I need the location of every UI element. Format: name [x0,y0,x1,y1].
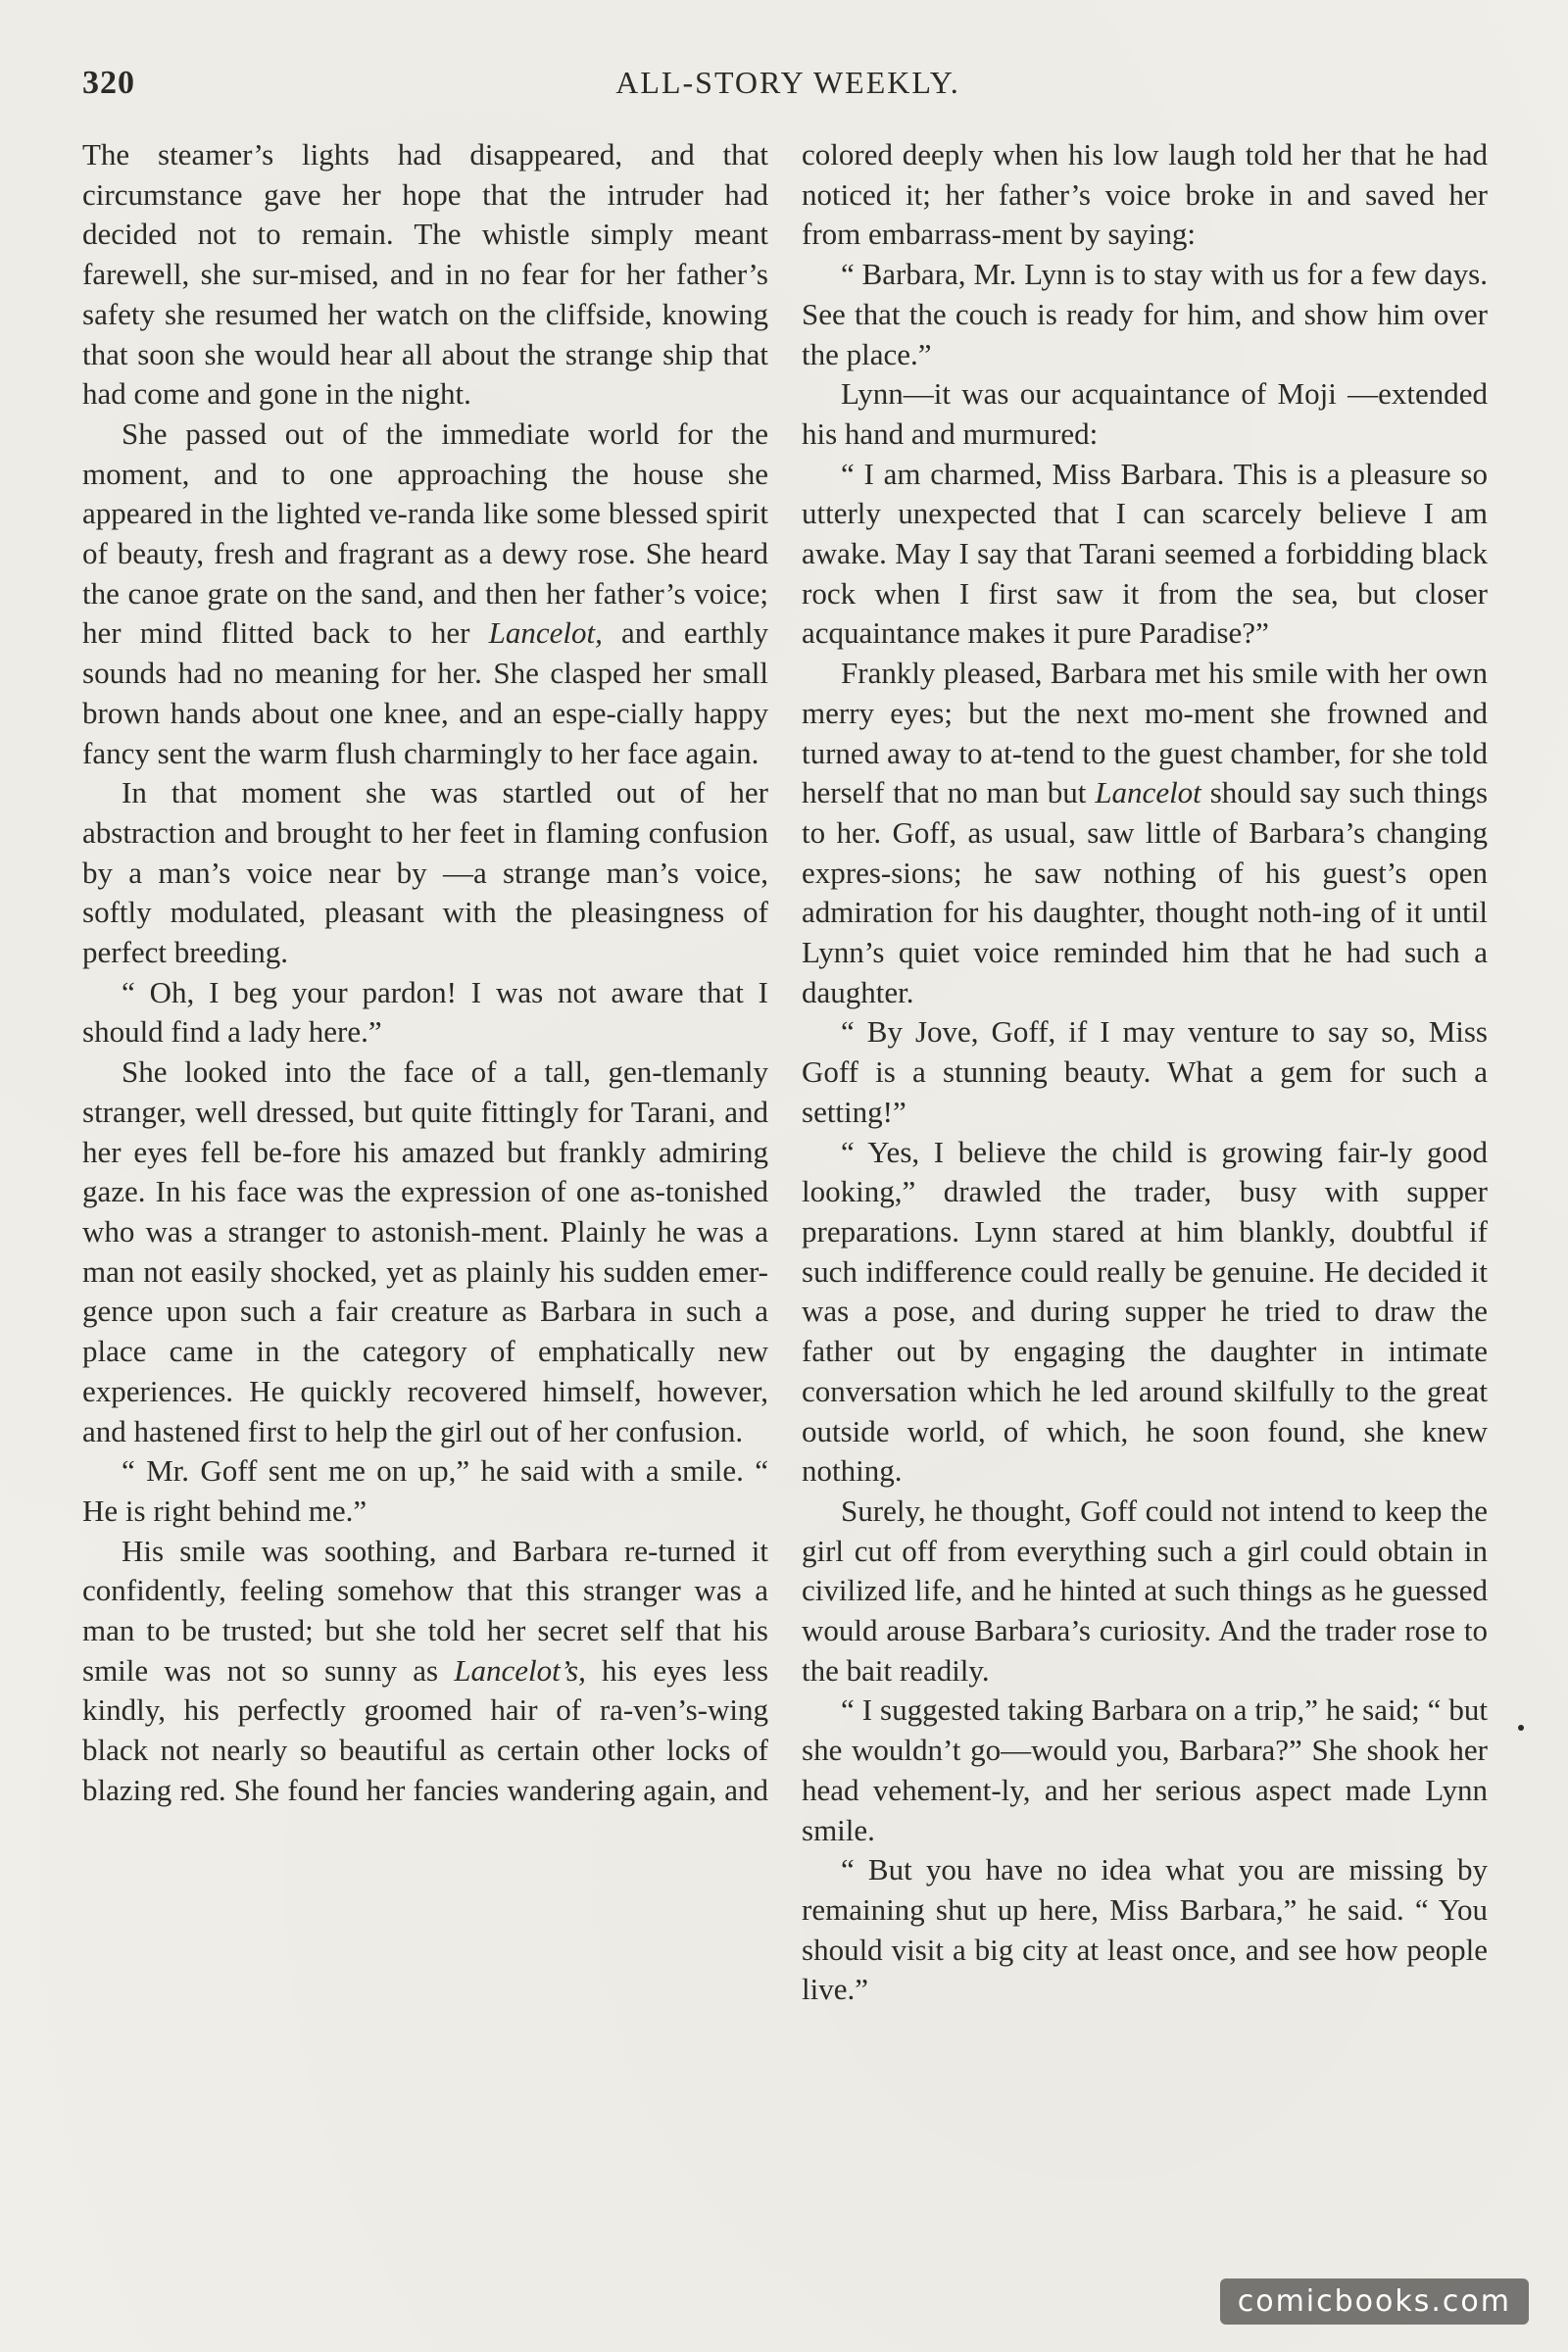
paragraph: “ Oh, I beg your pardon! I was not aware that I should find a lady here.” [82,974,768,1050]
paragraph: “ Yes, I believe the child is growing fair-ly good looking,” drawled the trader, busy with supper preparations. Lynn stared at him blankly, doubtful if such indifference could really be genuine. He decided it was a pose, and during supper he tried to draw the father out by engaging the daughter in intimate conversation which he led around skilfully to the great outside world, of which, he soon found, she knew nothing. [802,1134,1488,1489]
italic-name: Lancelot [1095,775,1201,810]
left-column [82,135,768,1811]
paragraph: In that moment she was startled out of her abstraction and brought to her feet in flaming confusion by a man’s voice near by —a strange man’s voice, softly modulated, pleasant with the pleasingness of perfect breeding. [82,775,768,970]
paragraph: “ I am charmed, Miss Barbara. This is a pleasure so utterly unexpected that I can scarcely believe I am awake. May I say that Tarani seemed a forbidding black rock when I first saw it from the sea, but closer acquaintance makes it pure Paradise?” [802,456,1488,651]
page-header [82,65,1494,114]
paragraph: “ Mr. Goff sent me on up,” he said with a smile. “ He is right behind me.” [82,1453,768,1528]
paragraph: The steamer’s lights had disappeared, and that circumstance gave her hope that the intruder had decided not to remain. The whistle simply meant farewell, she sur-mised, and in no fear for her father’s safety she resumed her watch on the cliffside, knowing that soon she would hear all about the strange ship that had come and gone in the night. [82,137,768,412]
italic-name: Lancelot, [488,615,603,651]
paragraph: “ By Jove, Goff, if I may venture to say so, Miss Goff is a stunning beauty. What a gem for such a setting!” [802,1014,1488,1129]
paragraph: “ Barbara, Mr. Lynn is to stay with us for a few days. See that the couch is ready for him, and show him over the place.” [802,257,1488,371]
running-title: ALL-STORY WEEKLY. [615,65,960,100]
margin-dot [1518,1725,1524,1731]
paragraph: Frankly pleased, Barbara met his smile with her own merry eyes; but the next mo-ment she frowned and turned away to at-tend to the guest chamber, for she told herself that no man but Lancelot should say such things to her. Goff, as usual, saw little of Barbara’s changing expres-sions; he saw nothing of his guest’s open admiration for his daughter, thought noth-ing of it until Lynn’s quiet voice reminded him that he had such a daughter. [802,656,1489,1009]
paragraph: She looked into the face of a tall, gen-tlemanly stranger, well dressed, but quite fittingly for Tarani, and her eyes fell be-fore his amazed but frankly admiring gaze. In his face was the expression of one as-tonished who was a stranger to astonish-ment. Plainly he was a man not easily shocked, yet as plainly his sudden emer-gence upon such a fair creature as Barbara in such a place came in the category of emphatically new experiences. He quickly recovered himself, however, and hastened first to help the girl out of her confusion. [82,1054,768,1448]
paragraph: His smile was soothing, and Barbara re-turned it confidently, feeling somehow that this stranger was a man to be trusted; but she told her secret self that his smile was not so sunny as Lancelot’s, his eyes less kindly, his perfectly groomed hair of ra-ven’s-wing black not nearly so beautiful as certain other locks of blazing red. She found her fancies wandering again, and [82,1533,769,1807]
paragraph: Surely, he thought, Goff could not intend to keep the girl cut off from everything such a girl could obtain in civilized life, and he hinted at such things as he guessed would arouse Barbara’s curiosity. And the trader rose to the bait readily. [802,1493,1488,1688]
paragraph: colored deeply when his low laugh told her that he had noticed it; her father’s voice broke in and saved her from embarrass-ment by saying: [802,137,1488,252]
right-column [802,135,1488,2010]
watermark-logo: comicbooks.com [1220,2278,1529,2325]
paragraph: Lynn—it was our acquaintance of Moji —extended his hand and murmured: [802,376,1488,451]
paragraph: She passed out of the immediate world for the moment, and to one approaching the house she appeared in the lighted ve-randa like some blessed spirit of beauty, fresh and fragrant as a dewy rose. She heard the canoe grate on the sand, and then her father’s voice; her mind flitted back to her Lancelot, and earthly sounds had no meaning for her. She clasped her small brown hands about one knee, and an espe-cially happy fancy sent the warm flush charmingly to her face again. [82,416,768,770]
paragraph: “ But you have no idea what you are missing by remaining shut up here, Miss Barbara,” he said. “ You should visit a big city at least once, and see how people live.” [802,1852,1488,2007]
italic-name: Lancelot’s, [454,1652,586,1688]
paragraph: “ I suggested taking Barbara on a trip,” he said; “ but she wouldn’t go—would you, Barbara?” She shook her head vehement-ly, and her serious aspect made Lynn smile. [802,1692,1488,1847]
page-number: 320 [82,65,135,101]
